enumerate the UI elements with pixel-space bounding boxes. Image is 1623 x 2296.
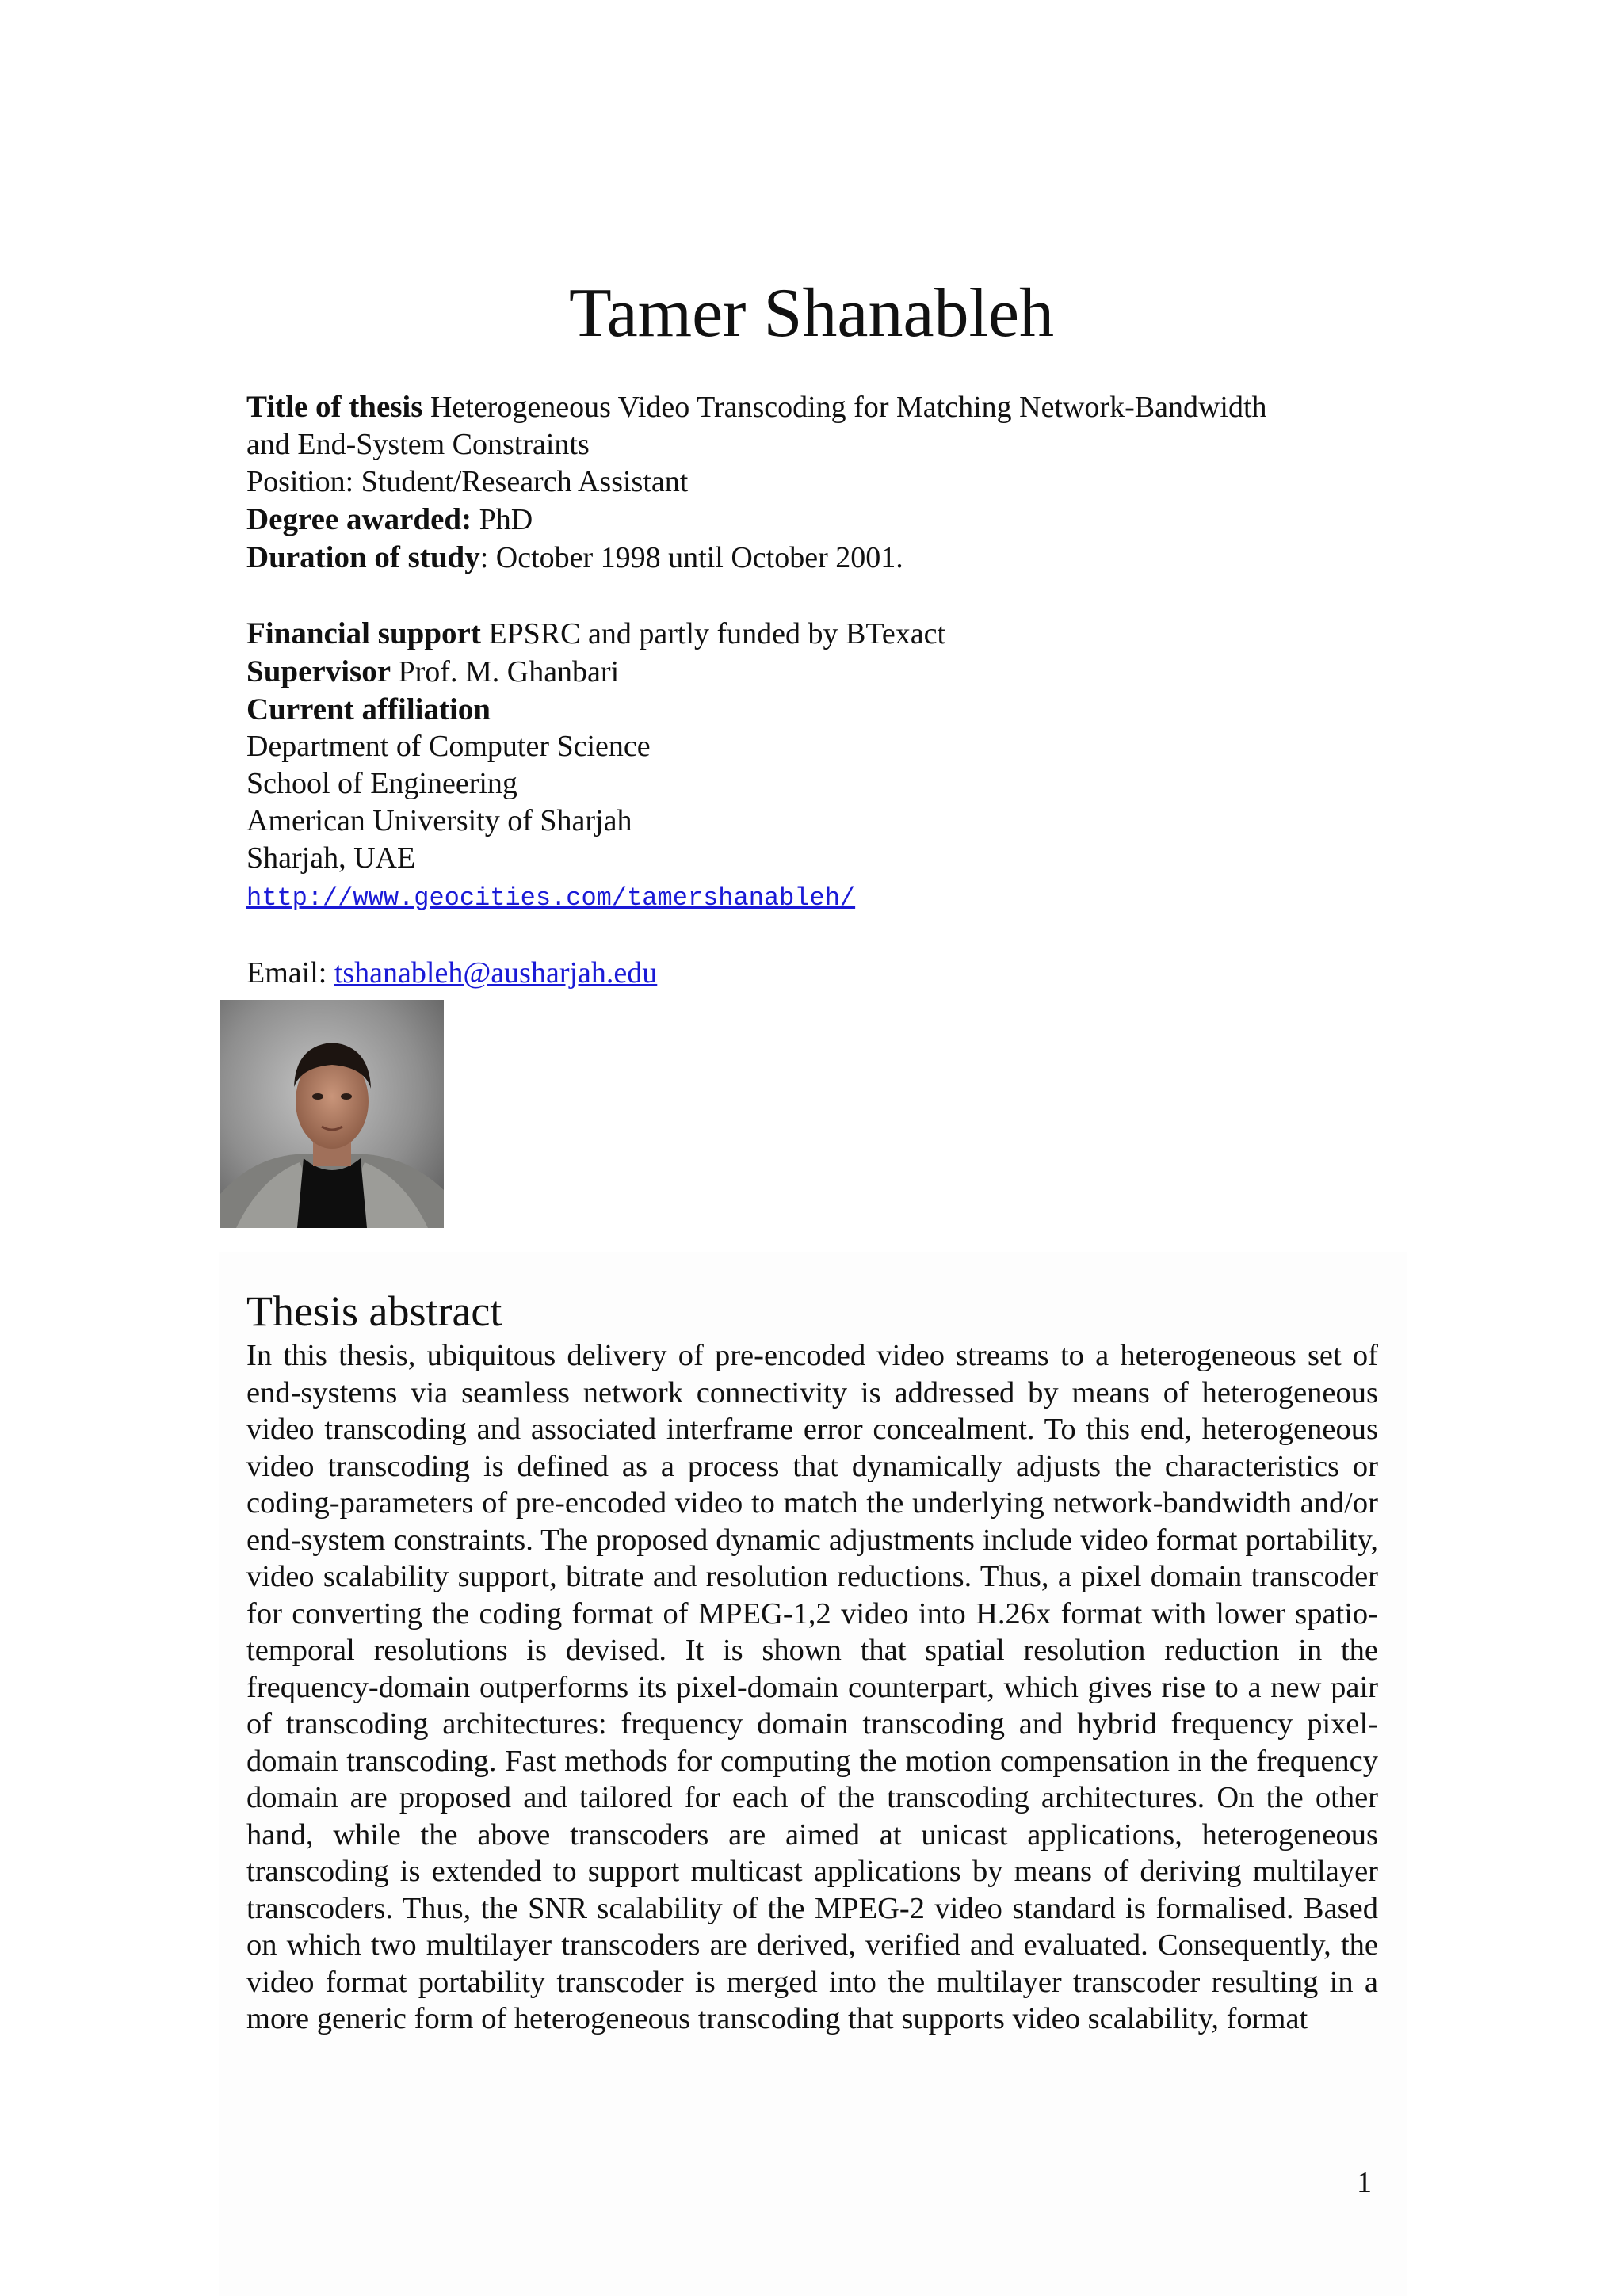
financial-value: EPSRC and partly funded by BTexact (488, 617, 946, 650)
affiliation-department: Department of Computer Science (246, 730, 651, 763)
thesis-title-label: Title of thesis (246, 390, 423, 424)
author-name: Tamer Shanableh (568, 275, 1055, 352)
abstract-text: In this thesis, ubiquitous delivery of pre-encoded video streams to a heterogeneous set of end-systems via seamless network connectivity is addressed by means of heterogeneous video transcoding and associated interframe error concealment. To this end, heterogeneous video transcoding is defined as a process that dynamically adjusts the characteristics or coding-parameters of pre-encoded video to match the underlying network-bandwidth and/or end-system constraints. The proposed dynamic adjustments include video format portability, video scalability support, bitrate and resolution reductions. Thus, a pixel domain transcoder for converting the coding format of MPEG-1,2 video into H.26x format with lower spatio-temporal resolutions is devised. It is shown that spatial resolution reduction in the frequency-domain outperforms its pixel-domain counterpart, which gives rise to a new pair of transcoding architectures: frequency domain transcoding and hybrid frequency pixel-domain transcoding. Fast methods for computing the motion compensation in the frequency domain are proposed and tailored for each of the transcoding architectures. On the other hand, while the above transcoders are aimed at unicast applications, heterogeneous transcoding is extended to support multicast applications by means of deriving multilayer transcoders. Thus, the SNR scalability of the MPEG-2 video standard is formalised. Based on which two multilayer transcoders are derived, verified and evaluated. Consequently, the video format portability transcoder is merged into the multilayer transcoder resulting in a more generic form of heterogeneous transcoding that supports video scalability, format (246, 1339, 1378, 2035)
duration-line (246, 539, 1388, 577)
financial-line (246, 615, 1388, 653)
email-link[interactable]: tshanableh@ausharjah.edu (334, 956, 658, 990)
financial-label: Financial support (246, 616, 481, 650)
duration-value: : October 1998 until October 2001. (479, 541, 903, 574)
thesis-info (246, 388, 1388, 992)
homepage-link[interactable]: http://www.geocities.com/tamershanableh/ (246, 883, 856, 913)
abstract-heading: Thesis abstract (246, 1287, 502, 1335)
affiliation-school: School of Engineering (246, 767, 517, 800)
thesis-title-text: Heterogeneous Video Transcoding for Matching Network-Bandwidth (430, 391, 1267, 424)
supervisor-value: Prof. M. Ghanbari (398, 655, 620, 688)
author-photo (220, 1000, 444, 1228)
degree-value: PhD (479, 503, 533, 536)
position-text: Position: Student/Research Assistant (246, 465, 689, 498)
supervisor-label: Supervisor (246, 654, 391, 688)
thesis-title-continuation: and End-System Constraints (246, 428, 590, 461)
spacer (246, 577, 1388, 615)
email-label: Email: (246, 956, 334, 990)
email-line (246, 955, 1388, 992)
degree-line (246, 501, 1388, 539)
homepage-line (246, 877, 1388, 917)
duration-label: Duration of study (246, 540, 480, 574)
thesis-title-line (246, 388, 1388, 426)
affiliation-university: American University of Sharjah (246, 804, 632, 837)
affiliation-location: Sharjah, UAE (246, 841, 416, 875)
degree-label: Degree awarded: (246, 502, 472, 536)
spacer (246, 917, 1388, 955)
affiliation-label: Current affiliation (246, 692, 491, 727)
page-number: 1 (1357, 2166, 1372, 2199)
supervisor-line (246, 653, 1388, 691)
